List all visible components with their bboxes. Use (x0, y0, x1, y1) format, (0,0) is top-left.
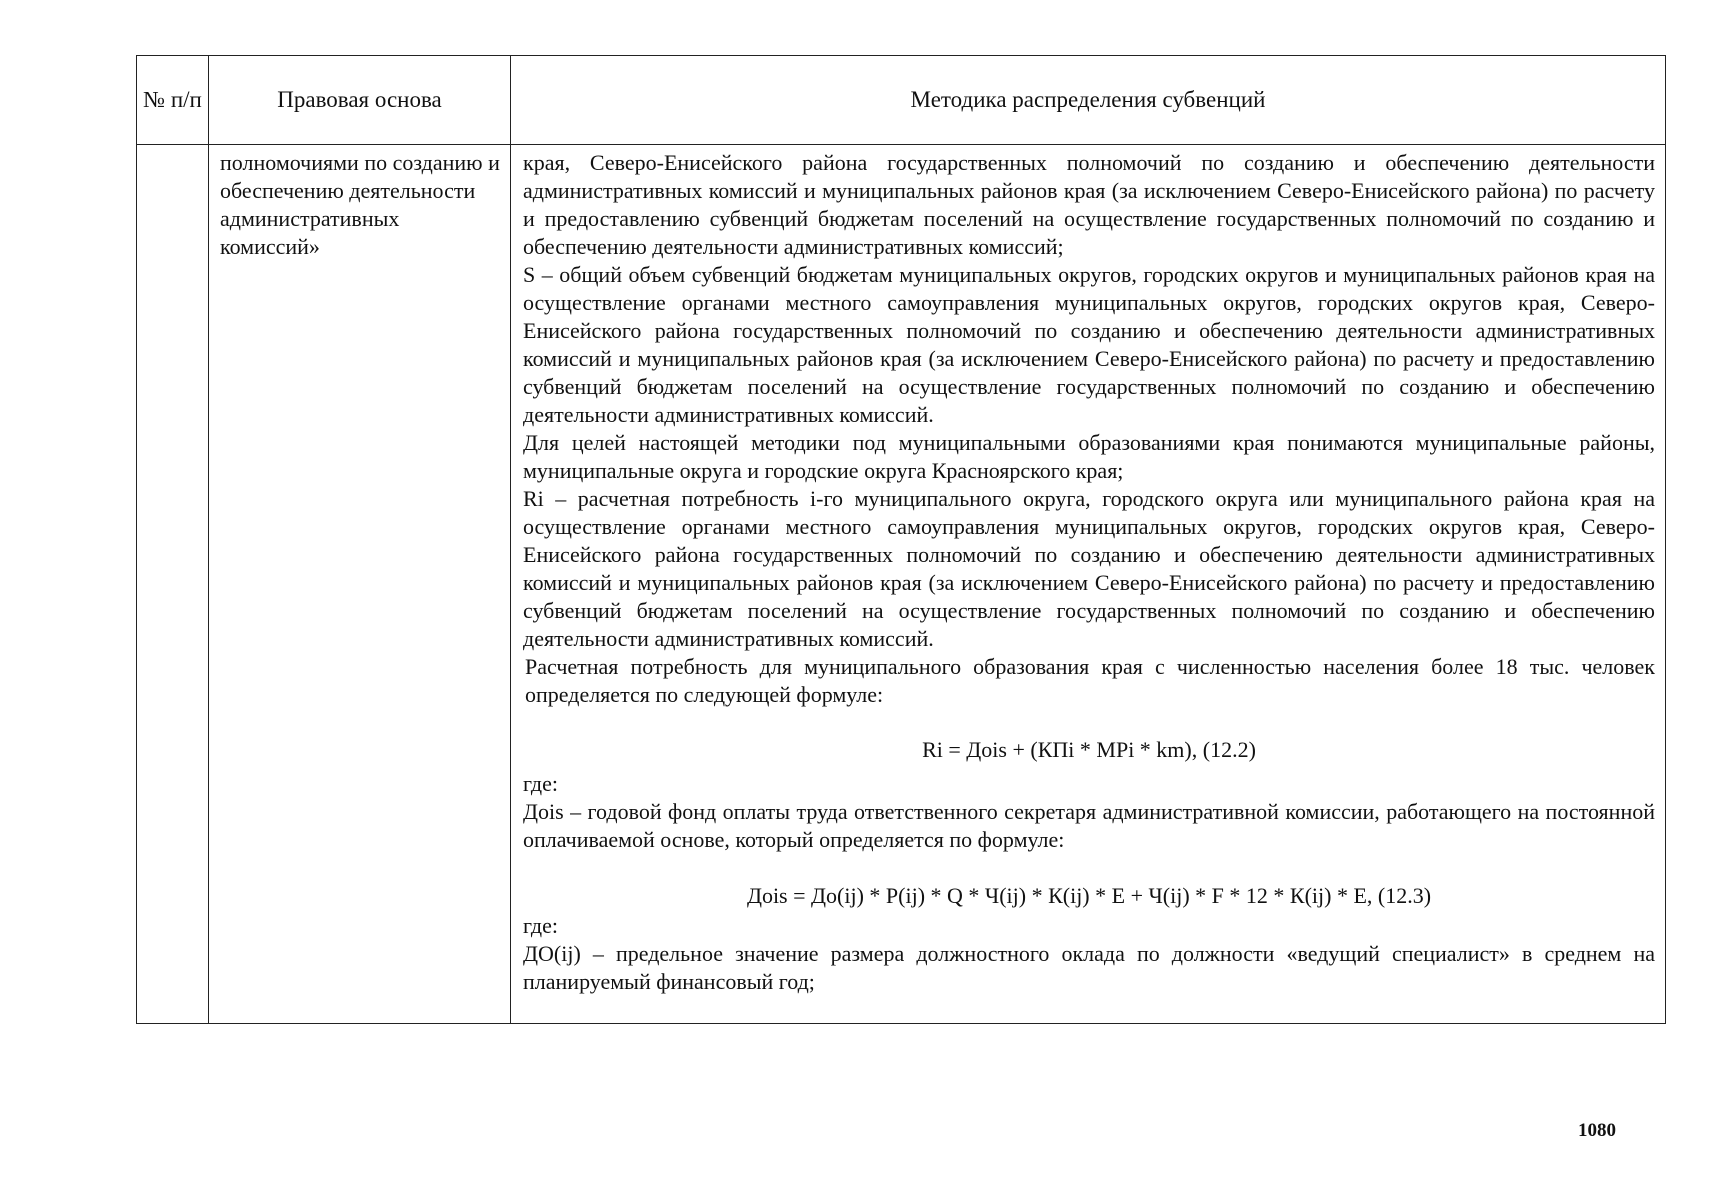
where-label-2: где: (523, 913, 558, 938)
paragraph-do-definition: ДО(ij) – предельное значение размера должностного оклада по должности «ведущий специалист» в среднем на планируемый финансовый год; (523, 941, 1655, 994)
legal-basis-text: полномочиями по созданию и обеспечению деятельности административных комиссий» (220, 150, 500, 259)
header-number-label: № п/п (143, 87, 202, 112)
paragraph-s-definition: S – общий объем субвенций бюджетам муниципальных округов, городских округов и муниципальных районов края на осуществление органами местного самоуправления муниципальных округов, городских округов края, Северо-Енисейского района государственных полномочий по созданию и обеспечению деятельности административных комиссий и муниципальных районов края (за исключением Северо-Енисейского района) по расчету и предоставлению субвенций бюджетам поселений на осуществление государственных полномочий по созданию и обеспечению деятельности административных комиссий. (523, 262, 1655, 427)
paragraph-calculation-intro: Расчетная потребность для муниципального образования края с численностью населения более 18 тыс. человек определяется по следующей формуле: (525, 654, 1655, 707)
header-legal-basis-label: Правовая основа (277, 87, 442, 112)
formula-12-3: Дois = До(ij) * Р(ij) * Q * Ч(ij) * К(ij) * Е + Ч(ij) * F * 12 * К(ij) * Е, (12.3) (746, 883, 1432, 908)
methodology-table (136, 55, 1666, 1024)
paragraph-dois-definition: Дois – годовой фонд оплаты труда ответственного секретаря административной комиссии, работающего на постоянной оплачиваемой основе, который определяется по формуле: (523, 799, 1655, 852)
cell-legal-basis (209, 145, 511, 1024)
cell-methodology (511, 145, 1666, 1024)
where-label-1: где: (523, 771, 558, 796)
methodology-text (511, 145, 1665, 996)
header-number (137, 56, 209, 145)
header-methodology-label: Методика распределения субвенций (910, 87, 1266, 112)
formula-12-2: Ri = Дois + (КПi * МРi * km), (12.2) (922, 737, 1256, 762)
header-legal-basis (209, 56, 511, 145)
paragraph-continuation: края, Северо-Енисейского района государственных полномочий по созданию и обеспечению деятельности административных комиссий и муниципальных районов края (за исключением Северо-Енисейского района) по расчету и предоставлению субвенций бюджетам поселений на осуществление государственных полномочий по созданию и обеспечению деятельности административных комиссий; (523, 150, 1655, 259)
paragraph-municipal-definition: Для целей настоящей методики под муниципальными образованиями края понимаются муниципальные районы, муниципальные округа и городские округа Красноярского края; (523, 430, 1655, 483)
cell-number (137, 145, 209, 1024)
page-number: 1080 (1578, 1120, 1616, 1141)
header-methodology (511, 56, 1666, 145)
table-header-row (137, 56, 1666, 145)
paragraph-ri-definition: Ri – расчетная потребность i-го муниципального округа, городского округа или муниципального района края на осуществление органами местного самоуправления муниципальных округов, городских округов края, Северо-Енисейского района государственных полномочий по созданию и обеспечению деятельности административных комиссий и муниципальных районов края (за исключением Северо-Енисейского района) по расчету и предоставлению субвенций бюджетам поселений на осуществление государственных полномочий по созданию и обеспечению деятельности административных комиссий. (523, 486, 1655, 651)
table-row (137, 145, 1666, 1024)
